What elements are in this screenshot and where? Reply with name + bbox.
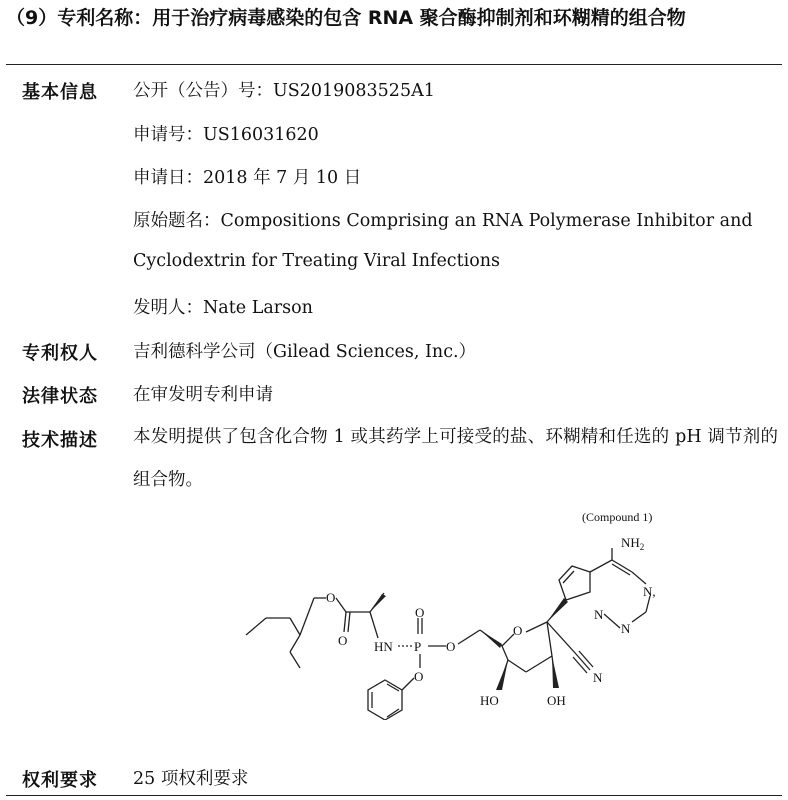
top-divider xyxy=(6,64,782,65)
inventor: 发明人：Nate Larson xyxy=(133,298,313,318)
claims-label: 权利要求 xyxy=(22,770,98,791)
basic-info-label: 基本信息 xyxy=(22,82,98,103)
compound-caption: (Compound 1) xyxy=(582,510,653,524)
compound-structure-figure xyxy=(230,505,680,720)
application-date: 申请日：2018 年 7 月 10 日 xyxy=(133,168,362,188)
nh2-label: $NH_2$ xyxy=(621,535,645,552)
patentee-label: 专利权人 xyxy=(22,343,98,364)
claims-value: 25 项权利要求 xyxy=(133,769,249,789)
patent-title: （9）专利名称：用于治疗病毒感染的包含 RNA 聚合酶抑制剂和环糊精的组合物 xyxy=(6,7,686,29)
phosphorus-label: P xyxy=(414,639,422,654)
amide-nh-label: HN xyxy=(374,639,393,654)
legal-status-value: 在审发明专利申请 xyxy=(133,385,273,405)
ho-label: HO xyxy=(480,693,499,708)
publication-number: 公开（公告）号：US2019083525A1 xyxy=(133,81,435,101)
legal-status-label: 法律状态 xyxy=(22,386,98,407)
phenoxy-oxygen-label: O xyxy=(414,669,424,684)
original-title-line1: 原始题名：Compositions Comprising an RNA Polymerase Inhibitor and xyxy=(133,211,753,231)
link-oxygen-label: O xyxy=(446,639,456,654)
ring-oxygen-label: O xyxy=(513,623,523,638)
bridge-nitrogen-label: N xyxy=(594,607,604,622)
ester-oxygen-label: O xyxy=(326,590,336,605)
ring-nitrogen-label: N, xyxy=(643,584,656,599)
tech-desc-label: 技术描述 xyxy=(22,430,98,451)
original-title-line2: Cyclodextrin for Treating Viral Infections xyxy=(133,251,501,271)
phosphoryl-oxygen-label: O xyxy=(415,605,425,620)
tech-desc-value: 本发明提供了包含化合物 1 或其药学上可接受的盐、环糊精和任选的 pH 调节剂的组合物。 xyxy=(133,427,778,490)
carbonyl-oxygen-label: O xyxy=(338,633,348,648)
bottom-divider xyxy=(6,795,782,796)
ring-nitrogen-bottom-label: N xyxy=(621,621,631,636)
application-number: 申请号：US16031620 xyxy=(133,125,319,145)
oh-label: OH xyxy=(547,693,566,708)
nitrile-nitrogen-label: N xyxy=(593,670,603,685)
patentee-value: 吉利德科学公司（Gilead Sciences, Inc.） xyxy=(133,342,477,362)
